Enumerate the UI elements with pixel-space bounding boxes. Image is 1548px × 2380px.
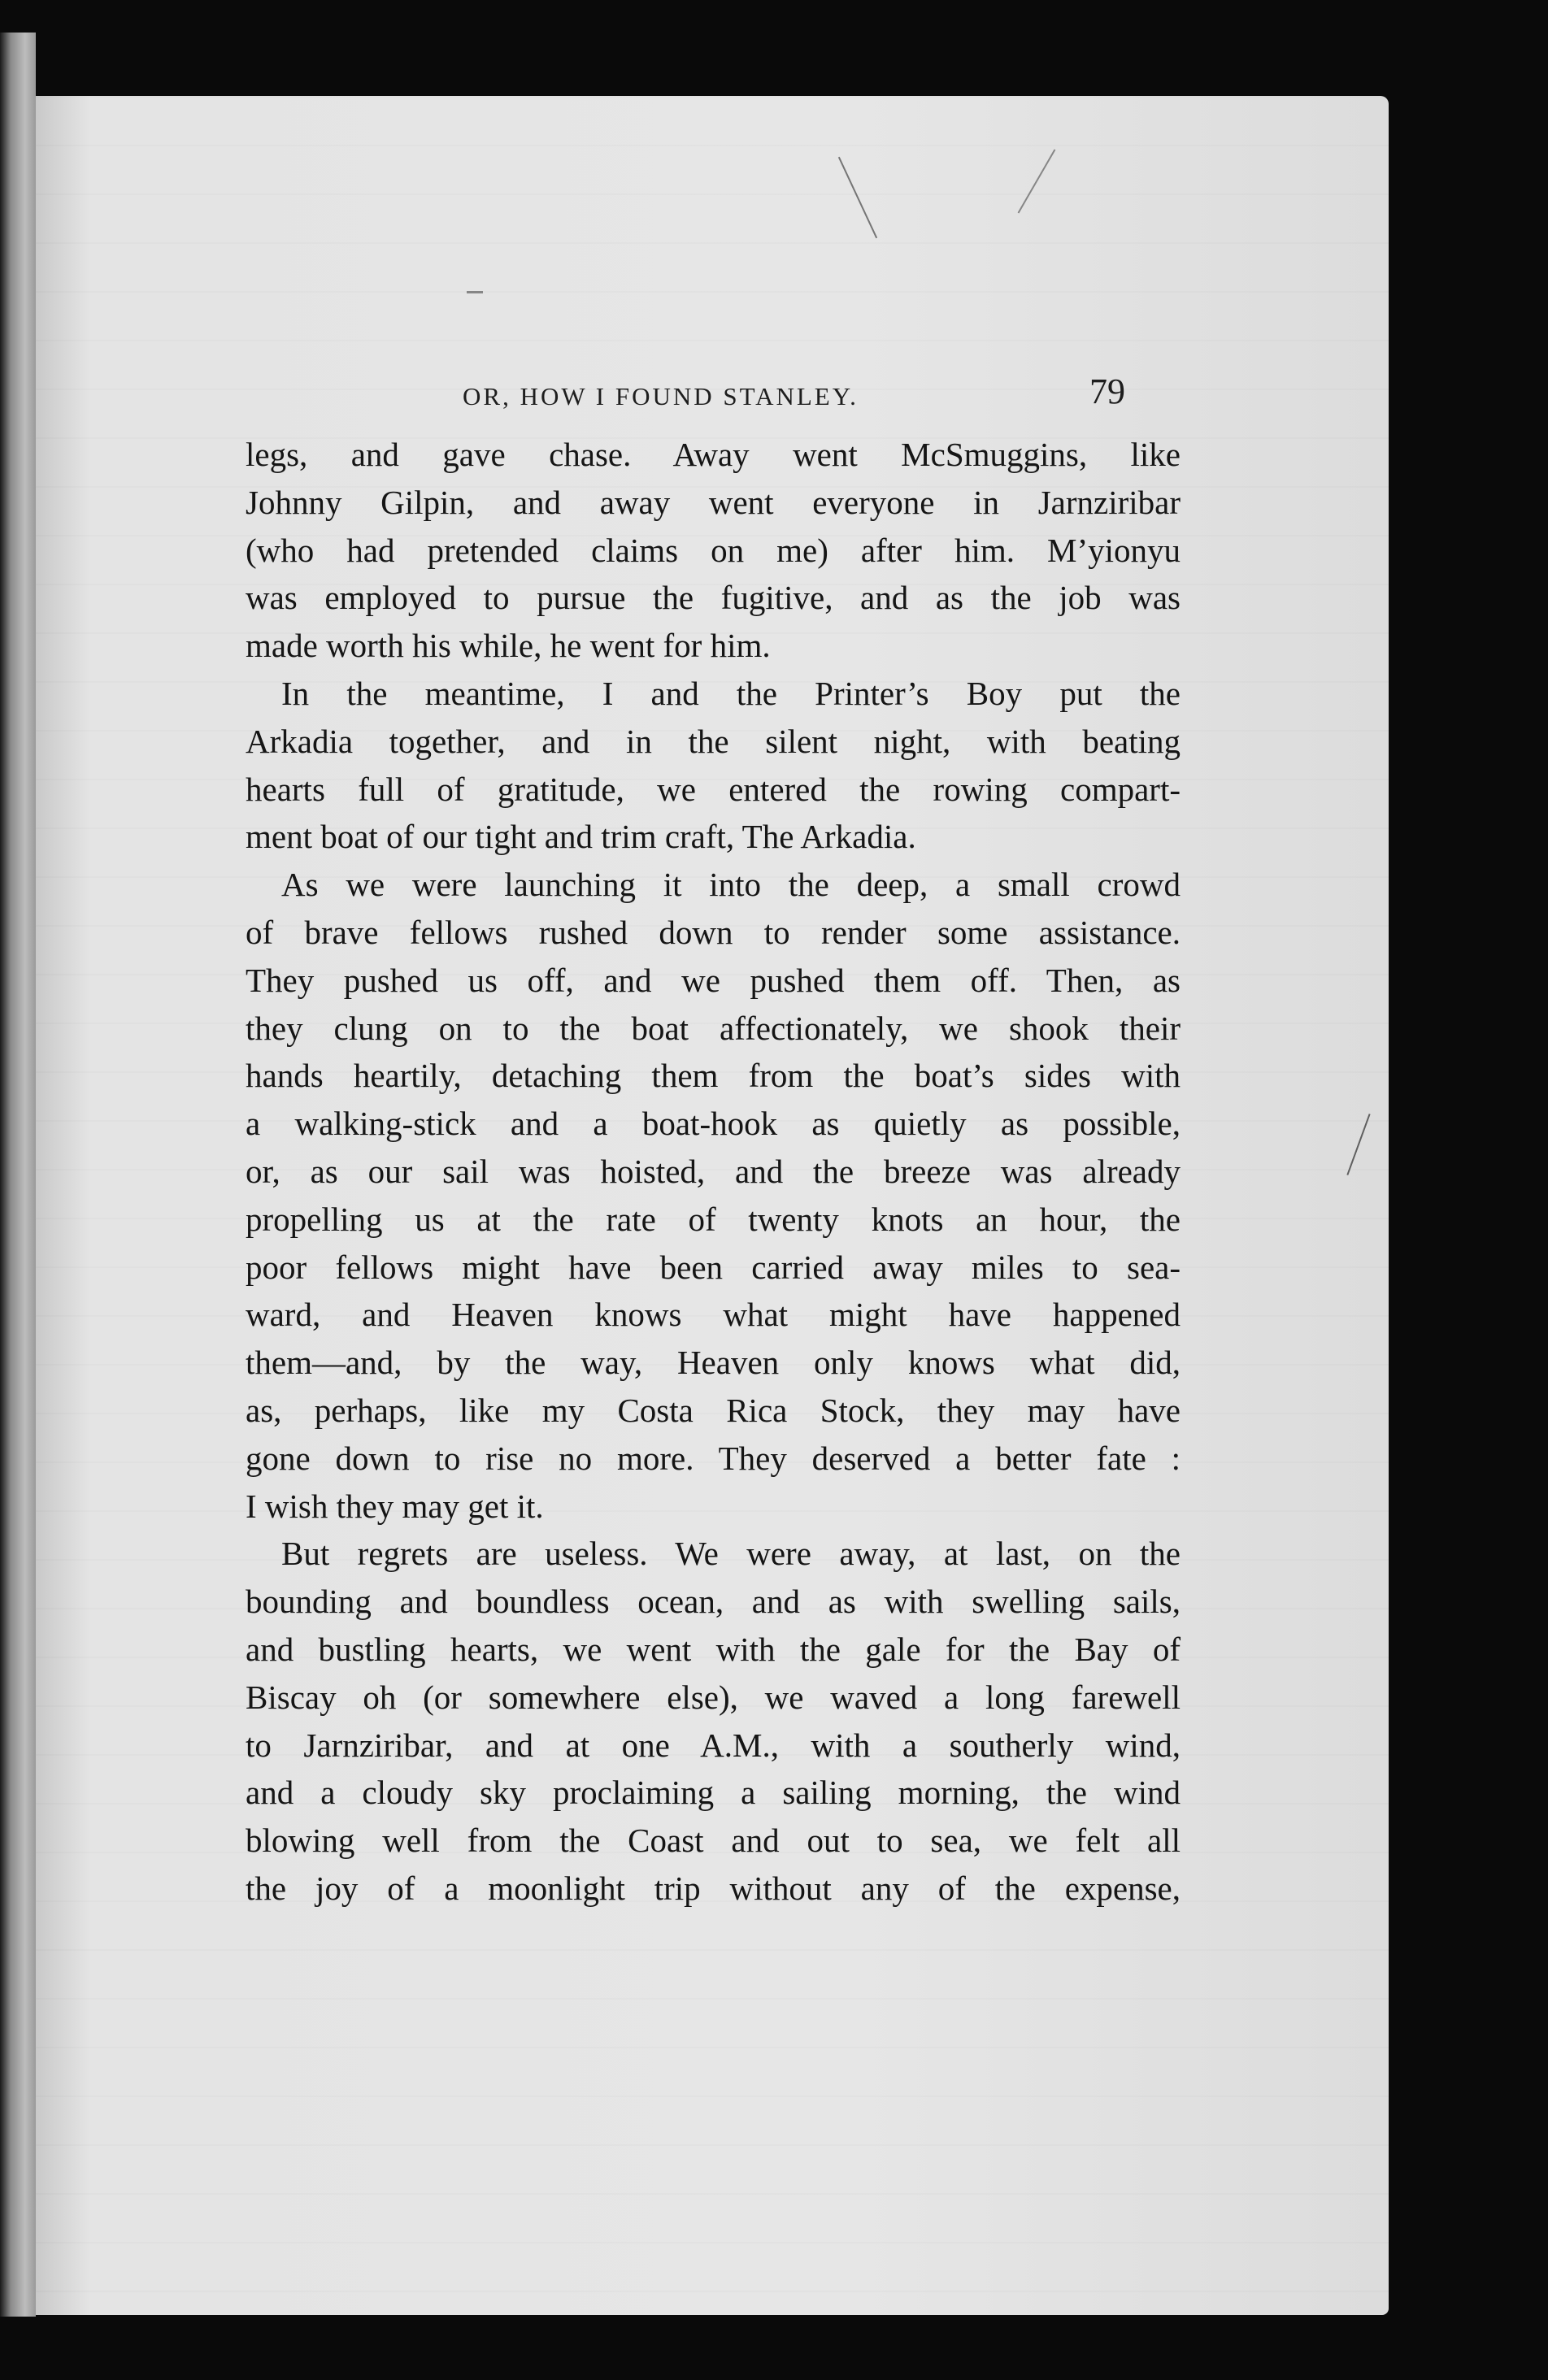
text-line: blowing well from the Coast and out to sea, we felt all: [246, 1822, 1181, 1860]
page-number: 79: [1089, 371, 1125, 411]
text-line: They pushed us off, and we pushed them off. Then, as: [246, 961, 1181, 999]
scan-mark: [838, 157, 877, 239]
text-line: Arkadia together, and in the silent night, with beating: [246, 722, 1181, 760]
text-line: In the meantime, I and the Printer’s Boy put the: [281, 674, 1181, 712]
book-spine-edge: [0, 33, 36, 2317]
text-line: propelling us at the rate of twenty knots an hour, the: [246, 1200, 1181, 1238]
text-line: was employed to pursue the fugitive, and as the job was: [246, 579, 1181, 617]
text-line: ward, and Heaven knows what might have happened: [246, 1296, 1181, 1334]
text-line: bounding and boundless ocean, and as with swelling sails,: [246, 1583, 1181, 1621]
text-line: the joy of a moonlight trip without any of the expense,: [246, 1869, 1181, 1907]
text-line: But regrets are useless. We were away, at last, on the: [281, 1535, 1181, 1573]
text-line: As we were launching it into the deep, a small crowd: [281, 866, 1181, 904]
text-line: and a cloudy sky proclaiming a sailing morning, the wind: [246, 1774, 1181, 1812]
body-text: [246, 431, 1181, 1913]
text-line: them—and, by the way, Heaven only knows what did,: [246, 1344, 1181, 1382]
running-title: OR, HOW I FOUND STANLEY.: [463, 382, 859, 410]
text-line: hearts full of gratitude, we entered the rowing compart-: [246, 770, 1181, 808]
text-line: of brave fellows rushed down to render some assistance.: [246, 913, 1181, 951]
text-line: as, perhaps, like my Costa Rica Stock, they may have: [246, 1391, 1181, 1429]
scan-mark: [1018, 150, 1056, 214]
text-line: and bustling hearts, we went with the gale for the Bay of: [246, 1630, 1181, 1668]
text-line: Johnny Gilpin, and away went everyone in Jarnziribar: [246, 483, 1181, 521]
text-line: (who had pretended claims on me) after him. M’yionyu: [246, 531, 1181, 569]
book-page: [36, 96, 1389, 2315]
text-line: legs, and gave chase. Away went McSmuggins, like: [246, 436, 1181, 473]
scan-mark: [1346, 1114, 1370, 1175]
text-line: a walking-stick and a boat-hook as quietly as possible,: [246, 1105, 1181, 1143]
text-line: they clung on to the boat affectionately, we shook their: [246, 1009, 1181, 1047]
text-line: made worth his while, he went for him.: [246, 627, 771, 665]
text-line: to Jarnziribar, and at one A.M., with a southerly wind,: [246, 1726, 1181, 1764]
text-line: or, as our sail was hoisted, and the breeze was already: [246, 1152, 1181, 1190]
text-line: hands heartily, detaching them from the boat’s sides with: [246, 1057, 1181, 1095]
text-line: I wish they may get it.: [246, 1487, 544, 1525]
text-line: ment boat of our tight and trim craft, The Arkadia.: [246, 818, 916, 856]
text-line: Biscay oh (or somewhere else), we waved a long farewell: [246, 1678, 1181, 1716]
text-line: poor fellows might have been carried away miles to sea-: [246, 1248, 1181, 1286]
text-line: gone down to rise no more. They deserved a better fate :: [246, 1439, 1181, 1477]
scan-mark: [467, 291, 483, 293]
